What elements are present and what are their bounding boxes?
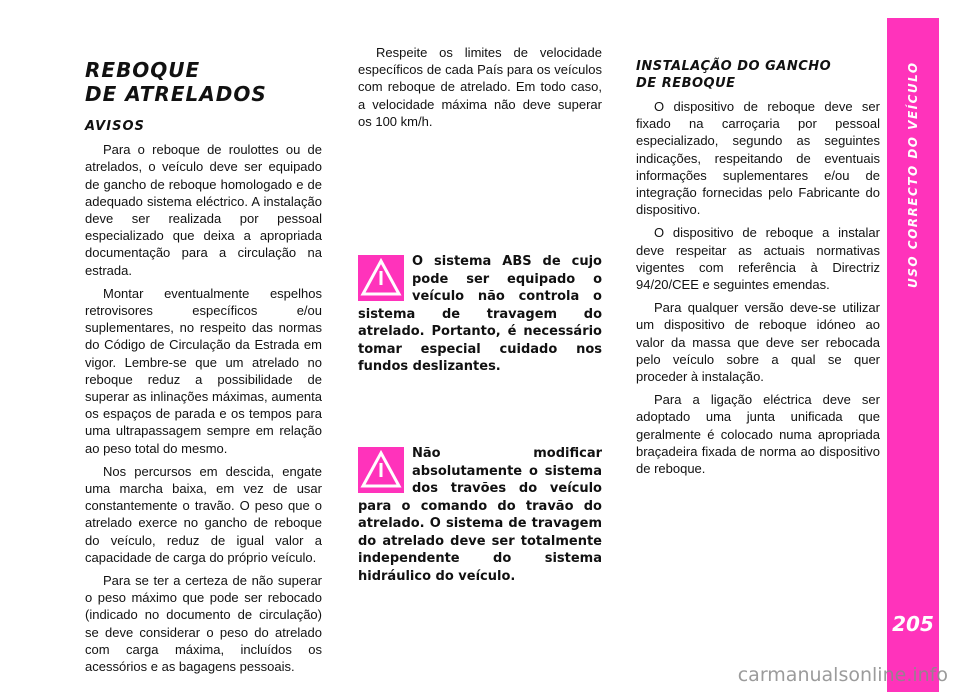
paragraph: Para o reboque de roulottes ou de atrelados, o veículo deve ser equipado de gancho de reboque homologado e de adequado sistema eléctrico. A instalação deve ser realizada por pessoal especializado que deixa a apropriada documentação para a circulação na estrada. (85, 142, 322, 278)
title-line-2: DE ATRELADOS (85, 82, 267, 106)
column-right (636, 58, 880, 483)
warning-text: O sistema ABS de cujo pode ser equipado o veículo não controla o sistema de travagem do atrelado. Portanto, é necessário tomar especial cuidado nos fundos deslizantes. (358, 254, 602, 374)
paragraph: O dispositivo de reboque deve ser fixado na carroçaria por pessoal especializado, segundo as seguintes indicações, respeitando de eventuais informações suplementares e/ou de integração fornecidas pelo Fabricante do dispositivo. (636, 99, 880, 218)
page-number: 205 (892, 612, 934, 636)
title-line-1: REBOQUE (85, 58, 201, 82)
paragraph: O dispositivo de reboque a instalar deve respeitar as actuais normativas vigentes com referência à Directriz 94/20/CEE e seguintes emendas. (636, 225, 880, 293)
paragraph: Respeite os limites de velocidade específicos de cada País para os veículos com reboque de atrelado. Em todo caso, a velocidade máxima não deve superar os 100 km/h. (358, 45, 602, 129)
page-title (85, 58, 322, 106)
watermark: carmanualsonline.info (737, 664, 948, 686)
paragraph: Nos percursos em descida, engate uma marcha baixa, em vez de usar constantemente o travão. O peso que o atrelado exerce no gancho de reboque do veículo, reduz de igual valor a capacidade de carga do próprio veículo. (85, 463, 322, 565)
warning-box-brakes (358, 445, 602, 585)
warning-box-abs (358, 253, 602, 376)
section-subtitle-avisos: AVISOS (85, 119, 145, 134)
warning-triangle-icon (358, 255, 404, 301)
subtitle-line-1: INSTALAÇÃO DO GANCHO (636, 59, 832, 74)
paragraph: Para qualquer versão deve-se utilizar um dispositivo de reboque idóneo ao valor da massa que deve ser rebocada pelo veículo sobre a qual se quer proceder à instalação. (636, 300, 880, 385)
column-middle (358, 44, 602, 136)
paragraph: Para a ligação eléctrica deve ser adoptado uma junta unificada que geralmente é colocado numa apropriada braçadeira fixada de norma ao dispositivo de reboque. (636, 392, 880, 477)
warning-triangle-icon (358, 447, 404, 493)
column-left (85, 58, 322, 681)
sidebar-section-label: USO CORRECTO DO VEÍCULO (906, 61, 920, 288)
paragraph: Montar eventualmente espelhos retrovisores específicos e/ou suplementares, no respeito das normas do Código de Circulação da Estrada em vigor. Lembre-se que um atrelado no reboque reduz a possibilidade de superar as inlinações máximas, aumenta os espaços de parada e os tempos para uma ultrapassagem sempre em relação ao peso total do mesmo. (85, 285, 322, 456)
warning-text: Não modificar absolutamente o sistema dos travões do veículo para o comando do travão do atrelado. O sistema de travagem do atrelado deve ser totalmente independente do sistema hidráulico do veículo. (358, 446, 602, 584)
subtitle-line-2: DE REBOQUE (636, 76, 736, 91)
paragraph: Para se ter a certeza de não superar o peso máximo que pode ser rebocado (indicado no documento de circulação) se deve considerar o peso do atrelado com carga máxima, incluídos os acessórios e as bagagens pessoais. (85, 573, 322, 675)
section-subtitle-instalacao (636, 58, 880, 92)
